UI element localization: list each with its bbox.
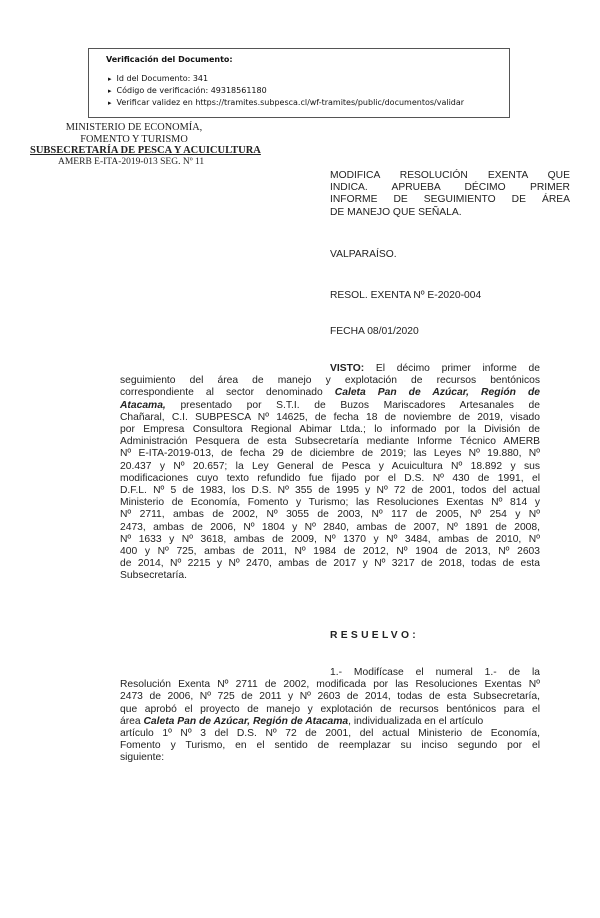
visto-line: Chañaral, C.I. SUBPESCA Nº 14625, de fecha 18 de noviembre de 2019, visado bbox=[120, 411, 540, 423]
visto-line: 20.437 y Nº 20.657; la Ley General de Pesca y Acuicultura Nº 18.892 y sus bbox=[120, 460, 540, 472]
article-line: Resolución Exenta Nº 2711 de 2002, modificada por las Resoluciones Exentas Nº bbox=[120, 679, 540, 691]
visto-line: Administración Pesquera de esta Subsecretaría mediante Informe Técnico AMERB bbox=[120, 436, 540, 448]
resolution-heading bbox=[330, 170, 570, 219]
verification-list bbox=[106, 73, 509, 109]
visto-line: Nº 2711, ambas de 2002, Nº 3055 de 2003, Nº 117 de 2005, Nº 254 y Nº bbox=[120, 509, 540, 521]
location-name: Caleta Pan de Azúcar, Región de Atacama bbox=[143, 715, 349, 727]
visto-text: correspondiente al sector denominado bbox=[120, 387, 323, 399]
visto-line: por Empresa Consultora Regional Abimar Ltda.; lo informado por la División de bbox=[120, 424, 540, 436]
article-line bbox=[120, 716, 540, 728]
heading-line: INFORME DE SEGUIMIENTO DE ÁREA bbox=[330, 194, 570, 206]
article-line: 2473 de 2006, Nº 725 de 2011 y Nº 2603 de 2014, todas de esta Subsecretaría, bbox=[120, 691, 540, 703]
article-line: 1.- Modifícase el numeral 1.- de la bbox=[330, 667, 540, 678]
heading-line: DE MANEJO QUE SEÑALA. bbox=[330, 206, 462, 218]
visto-line bbox=[120, 387, 540, 399]
article-text: , individualizada en el artículo bbox=[348, 715, 484, 727]
resuelvo-heading: RESUELVO: bbox=[330, 630, 420, 641]
visto-line: 400 y Nº 725, ambas de 2011, Nº 1984 de 2012, Nº 1904 de 2013, Nº 2603 bbox=[120, 546, 540, 558]
visto-line: Ministerio de Economía, Fomento y Turismo; las Resoluciones Exentas Nº 814 y bbox=[120, 497, 540, 509]
ministry-line-2: FOMENTO Y TURISMO bbox=[80, 133, 188, 145]
validation-url[interactable]: ▸ Verificar validez en https://tramites.subpesca.cl/wf-tramites/public/documentos/validar bbox=[108, 97, 509, 109]
article-1 bbox=[120, 667, 540, 765]
visto-section bbox=[120, 363, 540, 583]
visto-line: Nº E-ITA-2019-013, de fecha 29 de diciembre de 2019; las Leyes Nº 19.880, Nº bbox=[120, 448, 540, 460]
visto-line: Subsecretaría. bbox=[120, 570, 187, 582]
visto-line: seguimiento del área de manejo y explotación de recursos bentónicos bbox=[120, 375, 540, 387]
verification-title: Verificación del Documento: bbox=[106, 55, 233, 64]
visto-text: presentado por S.T.I. de Buzos Mariscadores Artesanales de bbox=[180, 399, 540, 411]
ministry-name bbox=[34, 122, 234, 145]
visto-line: 2473, ambas de 2006, Nº 1804 y Nº 2840, ambas de 2007, Nº 1891 de 2008, bbox=[120, 521, 540, 533]
location-name: Caleta Pan de Azúcar, Región de bbox=[334, 387, 540, 399]
verification-box bbox=[88, 48, 510, 118]
article-text: área bbox=[120, 715, 141, 727]
article-line: Fomento y Turismo, en el sentido de reemplazar su inciso segundo por el bbox=[120, 740, 540, 752]
article-line: siguiente: bbox=[120, 752, 165, 764]
visto-line: modificaciones cuyo texto refundido fue fijado por el D.S. Nº 430 de 1991, el bbox=[120, 472, 540, 484]
visto-line bbox=[120, 363, 540, 375]
visto-line: D.F.L. Nº 5 de 1983, los D.S. Nº 355 de 1995 y Nº 72 de 2001, todos del actual bbox=[120, 485, 540, 497]
subsecretaria-name: SUBSECRETARÍA DE PESCA Y ACUICULTURA bbox=[30, 145, 261, 156]
article-line: que aprobó el proyecto de manejo y explotación de recursos bentónicos para el bbox=[120, 703, 540, 715]
resolution-date: FECHA 08/01/2020 bbox=[330, 326, 419, 337]
amerb-reference: AMERB E-ITA-2019-013 SEG. Nº 11 bbox=[58, 157, 205, 167]
heading-line: MODIFICA RESOLUCIÓN EXENTA QUE bbox=[330, 170, 570, 181]
document-id: ▸ Id del Documento: 341 bbox=[108, 73, 509, 85]
article-line: artículo 1º Nº 3 del D.S. Nº 72 de 2001, del actual Ministerio de Economía, bbox=[120, 728, 540, 740]
ministry-line-1: MINISTERIO DE ECONOMÍA, bbox=[65, 122, 203, 133]
verification-code: ▸ Código de verificación: 49318561180 bbox=[108, 85, 509, 97]
heading-line: INDICA. APRUEBA DÉCIMO PRIMER bbox=[330, 182, 570, 194]
visto-text: El décimo primer informe de bbox=[375, 363, 540, 374]
city: VALPARAÍSO. bbox=[330, 249, 397, 260]
resolution-number: RESOL. EXENTA Nº E-2020-004 bbox=[330, 290, 482, 301]
visto-line bbox=[120, 400, 540, 412]
visto-label: VISTO: bbox=[330, 363, 365, 374]
visto-line: de 2014, Nº 2215 y Nº 2470, ambas de 2017 y Nº 3217 de 2018, todas de esta bbox=[120, 558, 540, 570]
visto-line: Nº 1633 y Nº 3618, ambas de 2009, Nº 1370 y Nº 3484, ambas de 2010, Nº bbox=[120, 533, 540, 545]
location-region: Atacama, bbox=[120, 399, 166, 411]
